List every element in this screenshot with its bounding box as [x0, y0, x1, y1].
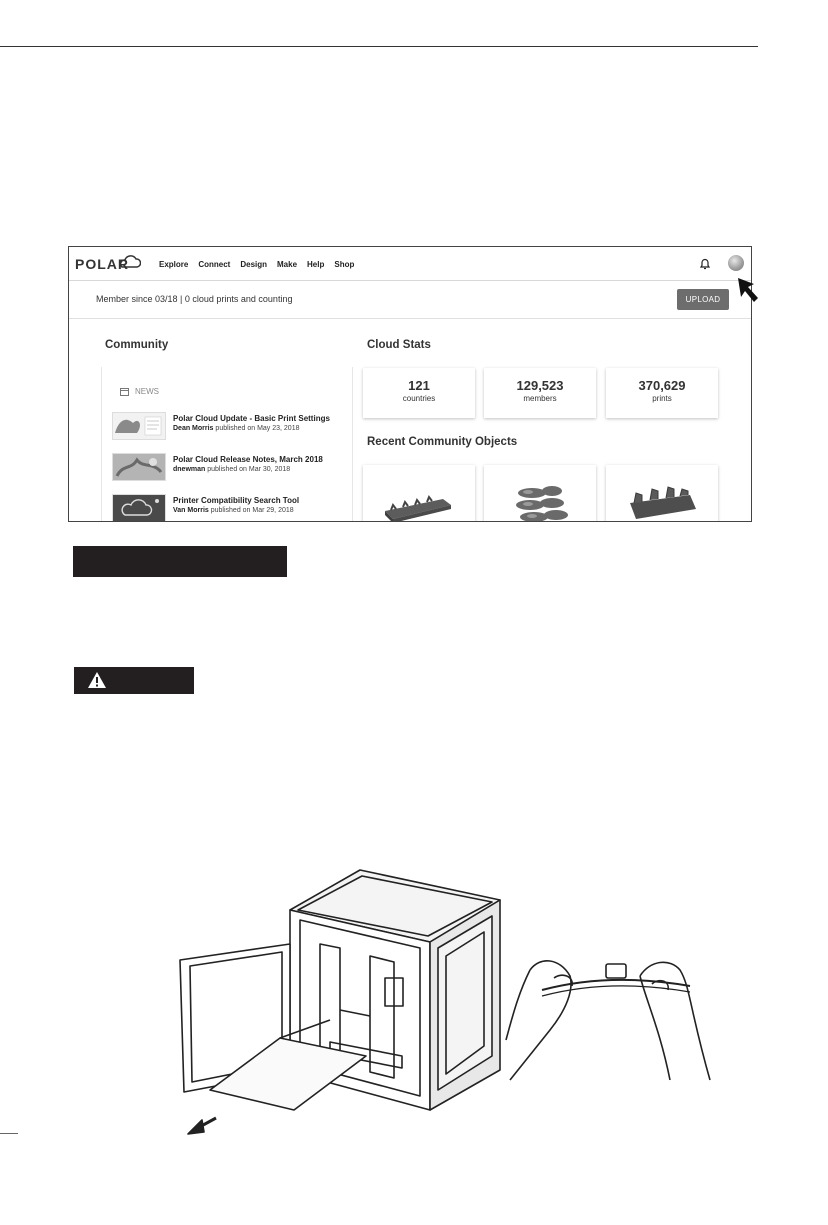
stat-card-members — [484, 368, 596, 418]
news-header — [120, 387, 159, 396]
stat-label: countries — [402, 394, 436, 403]
main-nav — [159, 260, 354, 269]
news-thumbnail[interactable] — [112, 494, 166, 522]
upload-button[interactable]: UPLOAD — [677, 289, 729, 310]
news-item[interactable] — [112, 453, 352, 483]
object-card[interactable] — [606, 465, 718, 522]
stat-value: 129,523 — [516, 378, 564, 393]
news-panel — [101, 367, 353, 522]
stat-label: prints — [652, 394, 672, 403]
news-meta: dnewman published on Mar 30, 2018 — [173, 466, 291, 473]
news-item[interactable] — [112, 494, 352, 522]
calendar-icon — [120, 387, 129, 396]
news-title[interactable]: Printer Compatibility Search Tool — [173, 496, 300, 505]
object-thumbnail-icon — [484, 465, 596, 522]
news-thumbnail[interactable] — [112, 453, 166, 481]
top-rule — [0, 46, 758, 47]
cloud-logo-icon — [119, 254, 141, 270]
news-meta: Van Morris published on Mar 29, 2018 — [173, 507, 294, 514]
member-bar — [69, 281, 751, 319]
stat-value: 370,629 — [638, 378, 686, 393]
stat-label: members — [523, 394, 557, 403]
member-status: Member since 03/18 | 0 cloud prints and counting — [96, 294, 293, 304]
stat-card-prints — [606, 368, 718, 418]
stat-value: 121 — [408, 378, 430, 393]
news-title[interactable]: Polar Cloud Release Notes, March 2018 — [173, 455, 323, 464]
news-label: NEWS — [135, 387, 159, 396]
nav-make[interactable]: Make — [277, 260, 298, 269]
bell-icon[interactable] — [699, 257, 711, 270]
warning-bar — [74, 667, 194, 694]
nav-explore[interactable]: Explore — [159, 260, 189, 269]
stat-card-countries — [363, 368, 475, 418]
cloud-stats-title: Cloud Stats — [367, 339, 431, 351]
printer-build-plate-illustration — [170, 860, 730, 1140]
warning-triangle-icon — [87, 671, 107, 689]
nav-help[interactable]: Help — [307, 260, 325, 269]
news-meta: Dean Morris published on May 23, 2018 — [173, 425, 300, 432]
object-card[interactable] — [484, 465, 596, 522]
cursor-arrow-icon — [736, 276, 762, 304]
avatar[interactable] — [728, 255, 744, 271]
nav-connect[interactable]: Connect — [198, 260, 231, 269]
community-title: Community — [105, 339, 169, 351]
top-navbar — [69, 247, 751, 281]
news-item[interactable] — [112, 412, 352, 442]
polar-logo[interactable]: POLAR — [75, 256, 129, 272]
news-thumbnail[interactable] — [112, 412, 166, 440]
object-thumbnail-icon — [363, 465, 475, 522]
section-heading-bar — [73, 546, 287, 577]
crop-mark — [0, 1133, 18, 1134]
object-thumbnail-icon — [606, 465, 718, 522]
nav-design[interactable]: Design — [240, 260, 268, 269]
object-card[interactable] — [363, 465, 475, 522]
news-title[interactable]: Polar Cloud Update - Basic Print Settings — [173, 414, 330, 423]
polar-cloud-screenshot — [68, 246, 752, 522]
nav-shop[interactable]: Shop — [334, 260, 355, 269]
recent-objects-title: Recent Community Objects — [367, 436, 518, 448]
